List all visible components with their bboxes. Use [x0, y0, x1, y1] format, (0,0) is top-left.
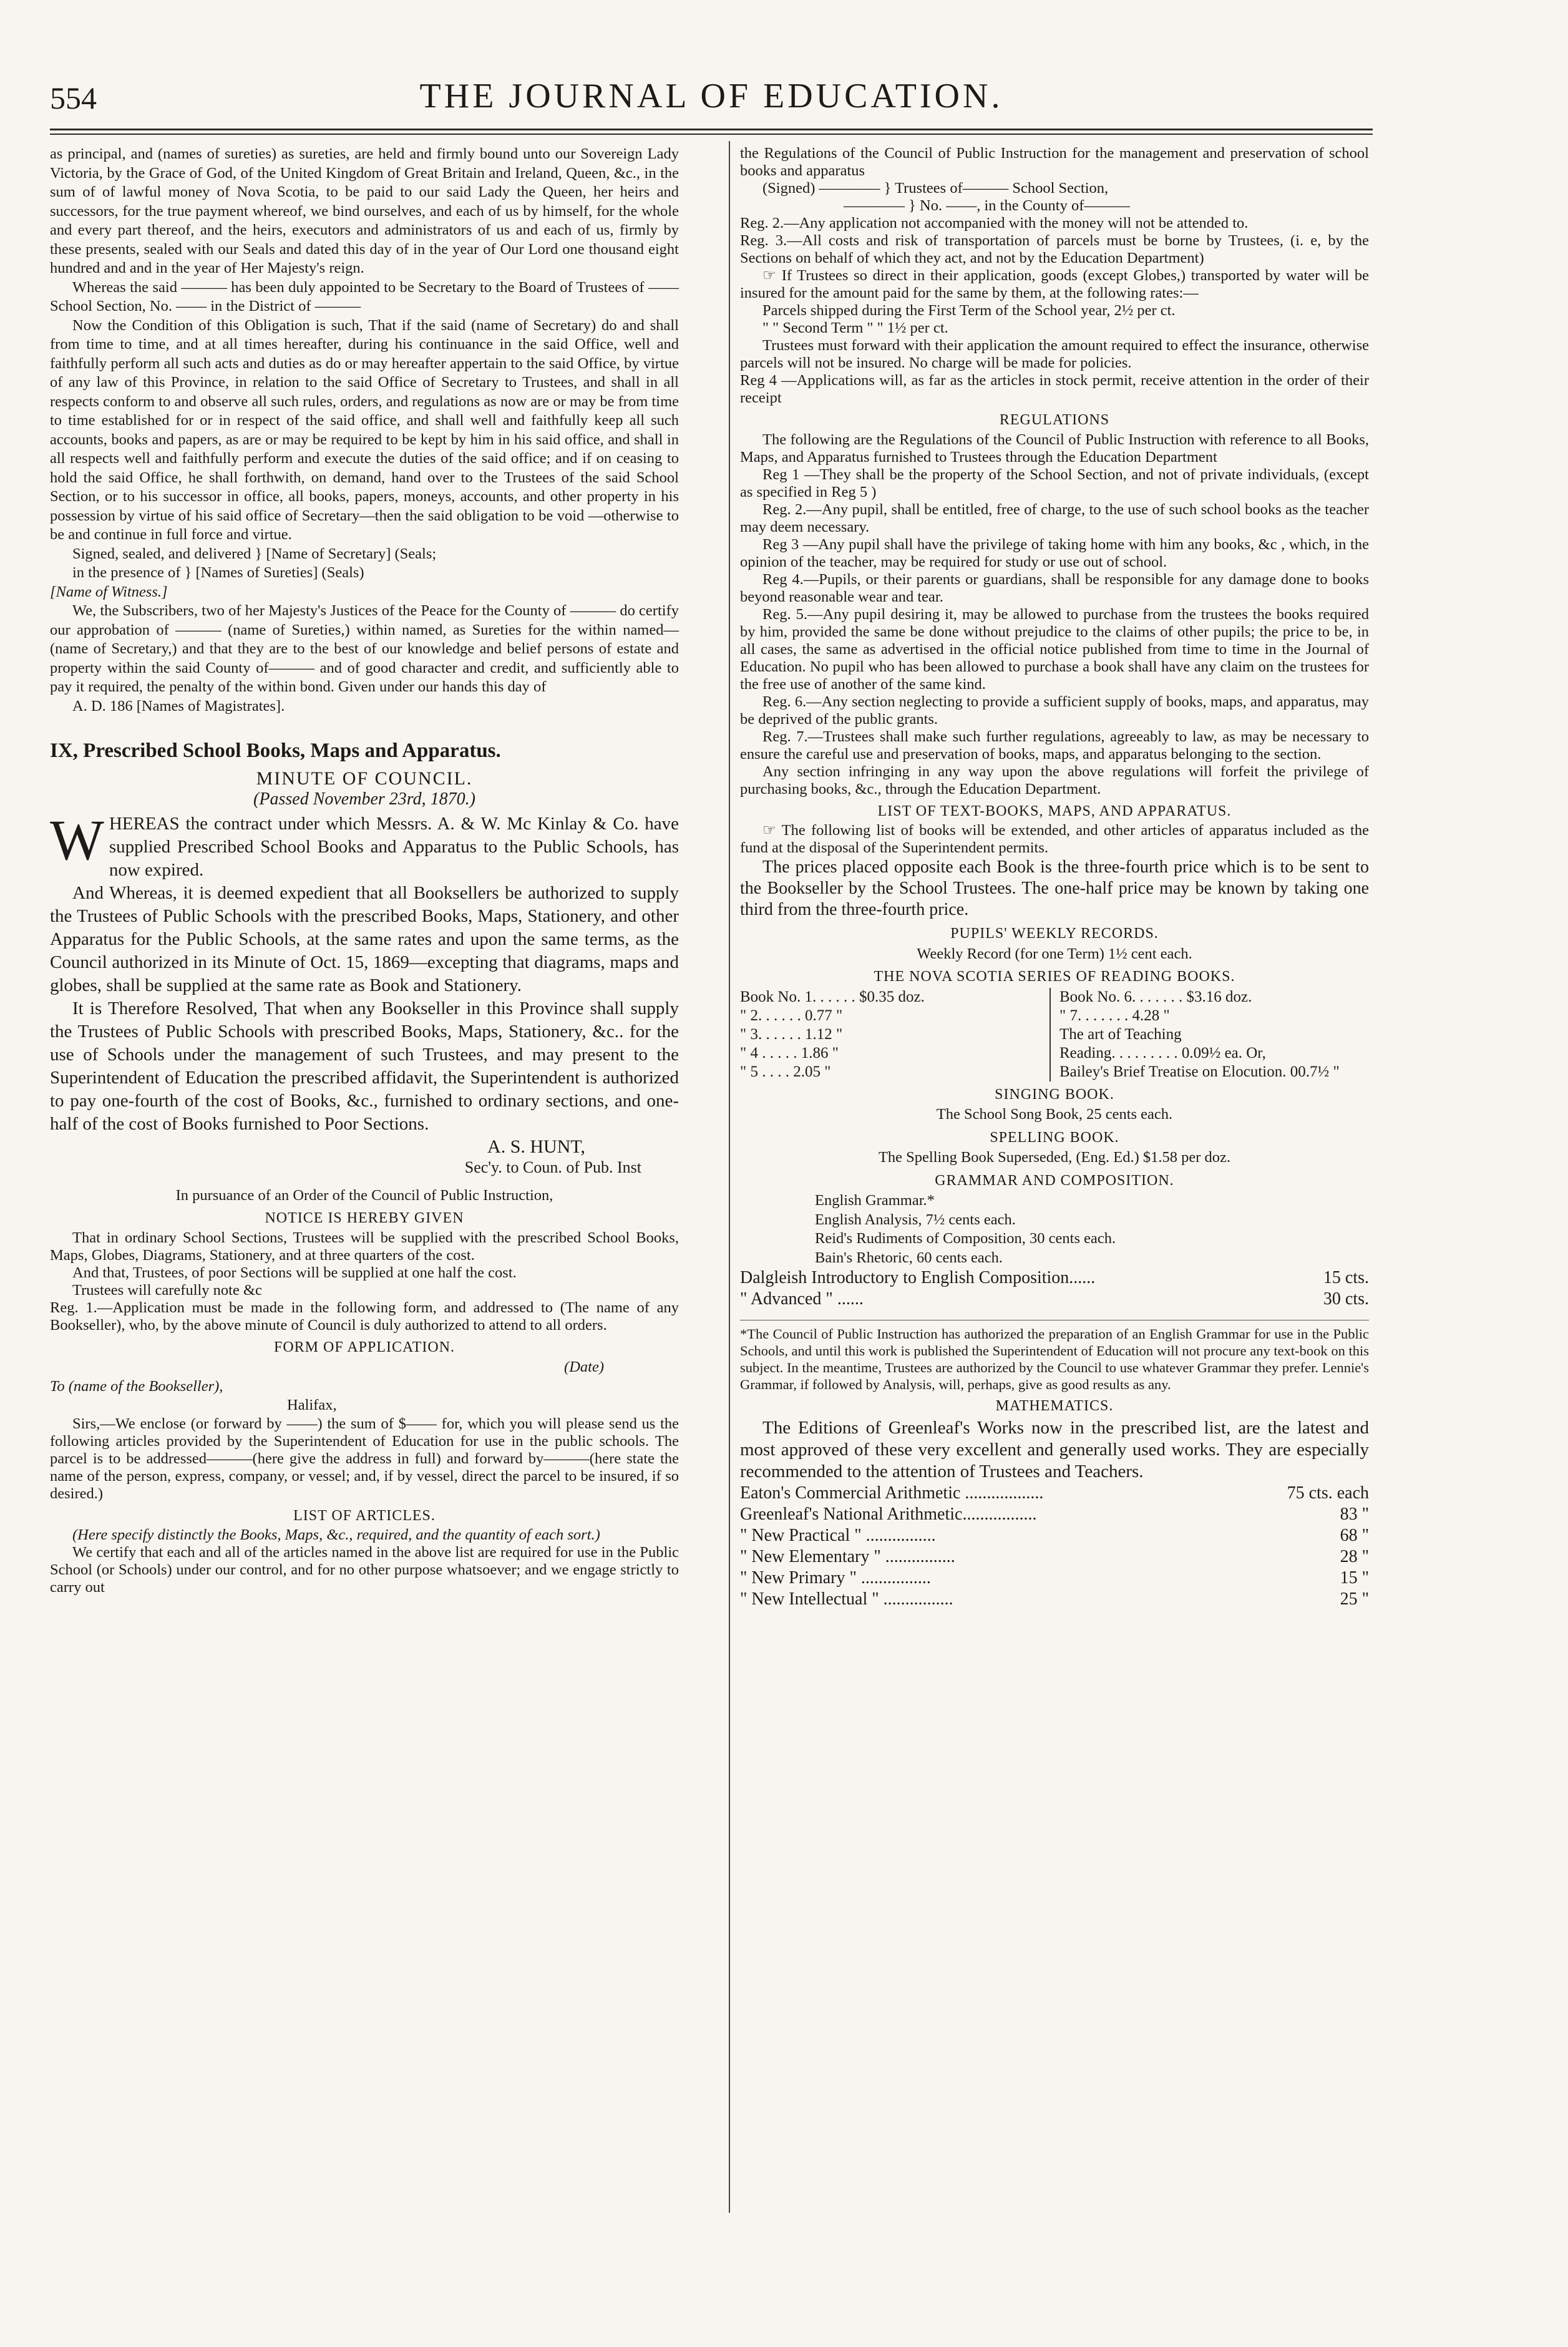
math-label: Eaton's Commercial Arithmetic ..................: [740, 1483, 1044, 1503]
notice-paragraph-1: That in ordinary School Sections, Trustees will be supplied with the prescribed School Books, Maps, Globes, Diagrams, Stationery, and at three quarters of the cost.: [50, 1229, 679, 1264]
grammar-item: Reid's Rudiments of Composition, 30 cents each.: [815, 1230, 1116, 1247]
signoff-name: A. S. HUNT,: [487, 1136, 585, 1157]
justices-paragraph: We, the Subscribers, two of her Majesty's Justices of the Peace for the County of ——— do certify our approbation of ——— (name of Sureties,) within named, as Sureties for the within named— (name of Secretary,) and that they are to the best of our knowledge and belief persons of estate and property within the said County of——— and of good character and credit, and sufficiently able to pay it required, the penalty of the within bond. Given under our hands this day of: [50, 602, 679, 695]
grammar-item: Bain's Rhetoric, 60 cents each.: [815, 1249, 1003, 1266]
form-date: (Date): [564, 1359, 604, 1375]
textbooks-list-intro: ☞ The following list of books will be extended, and other articles of apparatus included as the fund at the disposal of the Superintendent permits.: [740, 822, 1369, 856]
reg-4-applications: Reg 4 —Applications will, as far as the articles in stock permit, receive attention in the order of their receipt: [740, 372, 1369, 406]
dalgleish-row: [740, 1267, 1369, 1289]
grammar-footnote: *The Council of Public Instruction has authorized the preparation of an English Grammar for use in the Public Schools, and until this work is published the Superintendent of Education will not procure any text-book on this subject. In the meantime, Trustees are authorized by the Council to use whatever Grammar they prefer. Lennie's Grammar, if followed by Analysis, will, perhaps, give as good results as any.: [740, 1320, 1369, 1393]
mathematics-paragraph: The Editions of Greenleaf's Works now in the prescribed list, are the latest and most approved of these very excellent and generally used works. They are especially recommended to the attention of Trustees and Teachers.: [740, 1417, 1369, 1481]
pursuance-line: In pursuance of an Order of the Council of Public Instruction,: [175, 1186, 553, 1204]
notice-paragraph-2: And that, Trustees, of poor Sections will be supplied at one half the cost.: [72, 1264, 517, 1281]
math-label: " New Intellectual " ................: [740, 1589, 953, 1609]
signed-line-2: ———— } No. ——, in the County of———: [844, 197, 1130, 214]
date-line: A. D. 186 [Names of Magistrates].: [72, 697, 285, 715]
reader-entry: " 5 . . . . 2.05 ": [740, 1063, 831, 1080]
notice-heading: NOTICE IS HEREBY GIVEN: [265, 1210, 464, 1226]
and-whereas-paragraph: And Whereas, it is deemed expedient that all Booksellers be authorized to supply the Trustees of Public Schools with the prescribed Books, Maps, Stationery, and other Apparatus for the Public Schools, at the same rates and upon the same terms, as the Council authorized in its Minute of Oct. 15, 1869—excepting that diagrams, maps and globes, shall be supplied at the same rate as Book and Stationery.: [50, 883, 679, 995]
rate-second-term: " " Second Term " " 1½ per ct.: [762, 320, 948, 336]
singing-book-line: The School Song Book, 25 cents each.: [936, 1106, 1173, 1123]
regulation-3: Reg 3 —Any pupil shall have the privilege of taking home with him any books, &c , which, in the opinion of the teacher, may be required for study or use out of school.: [740, 535, 1369, 570]
regulations-heading: REGULATIONS: [999, 412, 1110, 428]
left-column: [50, 145, 679, 1596]
math-label: " New Elementary " ................: [740, 1546, 955, 1566]
regulation-4: Reg 4.—Pupils, or their parents or guardians, shall be responsible for any damage done to books beyond reasonable wear and tear.: [740, 570, 1369, 605]
math-row: [740, 1568, 1369, 1589]
reader-entry: Book No. 6. . . . . . . $3.16 doz.: [1059, 988, 1252, 1005]
passed-date: (Passed November 23rd, 1870.): [253, 789, 475, 809]
right-column: [740, 145, 1369, 1610]
regulation-5: Reg. 5.—Any pupil desiring it, may be allowed to purchase from the trustees the books required by him, provided the same be done without prejudice to the claims of other pupils; the price to be, in all cases, the same as advertised in the official notice published from time to time in the Journal of Education. No pupil who has been allowed to purchase a book shall have any claim on the trustees for the free use of another of the same kind.: [740, 605, 1369, 693]
math-row: [740, 1546, 1369, 1568]
signed-line-1: (Signed) ———— } Trustees of——— School Section,: [762, 180, 1109, 197]
math-label: Greenleaf's National Arithmetic.................: [740, 1504, 1037, 1524]
math-row: [740, 1525, 1369, 1546]
form-to: To (name of the Bookseller),: [50, 1377, 223, 1395]
insurance-note: Trustees must forward with their application the amount required to effect the insurance, otherwise parcels will not be insured. No charge will be made for policies.: [740, 337, 1369, 371]
reg-1-paragraph: Reg. 1.—Application must be made in the following form, and addressed to (The name of any Bookseller), who, by the above minute of Council is duly authorized to attend to all orders.: [50, 1299, 679, 1334]
regulation-1: Reg 1 —They shall be the property of the School Section, and not of private individuals, (except as specified in Reg 5 ): [740, 466, 1369, 500]
section-heading: IX, Prescribed School Books, Maps and Apparatus.: [50, 739, 501, 762]
math-row: [740, 1483, 1369, 1504]
textbooks-list-heading: LIST OF TEXT-BOOKS, MAPS, AND APPARATUS.: [877, 803, 1232, 819]
regulation-2: Reg. 2.—Any pupil, shall be entitled, free of charge, to the use of such school books as the teacher may deem necessary.: [740, 500, 1369, 535]
grammar-heading: GRAMMAR AND COMPOSITION.: [935, 1172, 1174, 1189]
math-row: [740, 1504, 1369, 1525]
column-divider: [729, 141, 730, 2213]
reader-entry: Book No. 1. . . . . . $0.35 doz.: [740, 988, 925, 1005]
drop-cap: W: [50, 808, 104, 872]
articles-instruction: (Here specify distinctly the Books, Maps, &c., required, and the quantity of each sort.): [72, 1526, 600, 1543]
reader-entry: The art of Teaching: [1059, 1025, 1182, 1043]
dalgleish-label: Dalgleish Introductory to English Composition......: [740, 1268, 1096, 1287]
math-price: 15 ": [1340, 1568, 1369, 1588]
math-label: " New Practical " ................: [740, 1525, 936, 1545]
dalgleish-price: 30 cts.: [1323, 1289, 1369, 1309]
header-rule: [50, 129, 1373, 130]
weekly-records-heading: PUPILS' WEEKLY RECORDS.: [950, 925, 1159, 942]
reading-books-right: [1049, 988, 1369, 1081]
signature-line-2: in the presence of } [Names of Sureties] (Seals): [72, 564, 364, 581]
form-body: Sirs,—We enclose (or forward by ——) the sum of $—— for, which you will please send us the following articles provided by the Superintendent of Education for use in the public schools. The parcel is to be addressed———(here give the address in full) and forward by———(here state the name of the person, express, company, or vessel; and, if by vessel, direct the parcel to be insured, if so desired.): [50, 1415, 679, 1502]
spelling-book-heading: SPELLING BOOK.: [990, 1129, 1119, 1146]
regulations-continuation: the Regulations of the Council of Public Instruction for the management and preservation of school books and apparatus: [740, 145, 1369, 179]
mathematics-heading: MATHEMATICS.: [995, 1398, 1114, 1414]
signoff-title: Sec'y. to Coun. of Pub. Inst: [464, 1158, 641, 1176]
bond-paragraph: as principal, and (names of sureties) as sureties, are held and firmly bound unto our Sovereign Lady Victoria, by the Grace of God, of the United Kingdom of Great Britain and Ireland, Queen, &c., in the sum of of lawful money of Nova Scotia, to be paid to our said Lady the Queen, her heirs and successors, for the true payment whereof, we bind ourselves, and each of us by himself, for the whole and every part thereof, and the heirs, executors and administrators of us and each of us, firmly by these presents, sealed with our Seals and dated this day of in the year of Our Lord one thousand eight hundred and and in the year of Her Majesty's reign.: [50, 145, 679, 276]
witness-line: [Name of Witness.]: [50, 583, 168, 600]
form-heading: FORM OF APPLICATION.: [273, 1339, 455, 1355]
condition-paragraph: Now the Condition of this Obligation is such, That if the said (name of Secretary) do and shall from time to time, and at all times hereafter, during his continuance in the said Office, well and faithfully perform all such acts and duties as do or may hereafter appertain to the said Office, by virtue of any law of this Province, in relation to the said Office of Secretary to Trustees, and shall in all respects conform to and observe all such rules, orders, and regulations as now are or may be from time to time established for or in respect of the said office, and shall well and faithfully keep all such accounts, books and papers, as are or may be required to be kept by him in his said office, and shall in all respects well and faithfully perform and execute the duties of the said office; and if on ceasing to hold the said Office, he shall forthwith, on demand, hand over to the Trustees of the said School Section, or to his successor in office, all books, papers, moneys, accounts, and other property in his possession by virtue of his said office of Secretary—then the said obligation to be void —otherwise to be and continue in full force and virtue.: [50, 316, 679, 543]
reader-entry: " 3. . . . . . 1.12 ": [740, 1025, 843, 1043]
reg-3-transport: Reg. 3.—All costs and risk of transportation of parcels must be borne by Trustees, (i. e, by the Sections on behalf of which they act, and not by the Education Department): [740, 232, 1369, 266]
certify-paragraph: We certify that each and all of the articles named in the above list are required for use in the Public School (or Schools) under our control, and for no other purpose whatsoever; and we engage strictly to carry out: [50, 1544, 679, 1596]
regulation-7: Reg. 7.—Trustees shall make such further regulations, agreeably to law, as may be necessary to ensure the careful use and preservation of books, maps, and apparatus belonging to the section.: [740, 728, 1369, 763]
water-insurance: ☞ If Trustees so direct in their application, goods (except Globes,) transported by water will be insured for the amount paid for the same by them, at the following rates:—: [740, 267, 1369, 301]
math-label: " New Primary " ................: [740, 1568, 931, 1588]
reader-entry: Reading. . . . . . . . . 0.09½ ea. Or,: [1059, 1044, 1266, 1061]
dalgleish-row: [740, 1289, 1369, 1310]
reader-entry: " 4 . . . . . 1.86 ": [740, 1044, 839, 1061]
singing-book-heading: SINGING BOOK.: [995, 1086, 1114, 1103]
page-header: [50, 74, 1373, 124]
signature-line-1: Signed, sealed, and delivered } [Name of Secretary] (Seals;: [72, 545, 437, 562]
math-price: 25 ": [1340, 1589, 1369, 1609]
dalgleish-price: 15 cts.: [1323, 1268, 1369, 1287]
reader-entry: " 2. . . . . . 0.77 ": [740, 1007, 843, 1024]
regulation-forfeit: Any section infringing in any way upon the above regulations will forfeit the privilege of purchasing books, &c., through the Education Department.: [740, 763, 1369, 798]
dalgleish-label: " Advanced " ......: [740, 1289, 864, 1309]
math-price: 83 ": [1340, 1504, 1369, 1524]
resolved-paragraph: It is Therefore Resolved, That when any Bookseller in this Province shall supply the Trustees of Public Schools with prescribed Books, Maps, Stationery, &c.. for the use of Schools under the management of such Trustees, and may present to the Superintendent of Education the prescribed affidavit, the Superintendent is authorized to pay one-fourth of the cost of Books, &c., furnished to ordinary sections, and one-half of the cost of Books furnished to Poor Sections.: [50, 998, 679, 1134]
minute-lead-text: HEREAS the contract under which Messrs. A. & W. Mc Kinlay & Co. have supplied Prescribed School Books and Apparatus to the Public Schools, has now expired.: [109, 814, 679, 880]
journal-title: THE JOURNAL OF EDUCATION.: [419, 77, 1003, 115]
reg-2-application: Reg. 2.—Any application not accompanied with the money will not be attended to.: [740, 215, 1249, 232]
weekly-records-line: Weekly Record (for one Term) 1½ cent each.: [917, 945, 1192, 962]
math-row: [740, 1589, 1369, 1610]
notice-paragraph-3: Trustees will carefully note &c: [72, 1281, 262, 1299]
grammar-item: English Grammar.*: [815, 1192, 935, 1209]
page-number: 554: [50, 81, 97, 115]
reading-books-table: [740, 988, 1369, 1081]
reading-books-left: [740, 988, 1049, 1081]
rate-first-term: Parcels shipped during the First Term of the School year, 2½ per ct.: [762, 302, 1176, 319]
header-rule-thin: [50, 134, 1373, 135]
whereas-paragraph: Whereas the said ——— has been duly appointed to be Secretary to the Board of Trustees of —— School Section, No. —— in the District of ———: [50, 278, 679, 315]
minute-heading: MINUTE OF COUNCIL.: [256, 768, 473, 789]
math-price: 68 ": [1340, 1525, 1369, 1545]
minute-lead-paragraph: [50, 808, 679, 882]
reading-series-heading: THE NOVA SCOTIA SERIES OF READING BOOKS.: [874, 969, 1235, 985]
reader-entry: Bailey's Brief Treatise on Elocution. 00.7½ ": [1059, 1063, 1340, 1080]
reader-entry: " 7. . . . . . . 4.28 ": [1059, 1007, 1170, 1024]
regulations-intro: The following are the Regulations of the Council of Public Instruction with reference to all Books, Maps, and Apparatus furnished to Trustees through the Education Department: [740, 431, 1369, 466]
prices-paragraph: The prices placed opposite each Book is the three-fourth price which is to be sent to the Bookseller by the School Trustees. The one-half price may be known by taking one third from the three-fourth price.: [740, 857, 1369, 919]
grammar-item: English Analysis, 7½ cents each.: [815, 1211, 1016, 1228]
math-price: 75 cts. each: [1287, 1483, 1369, 1503]
spelling-book-line: The Spelling Book Superseded, (Eng. Ed.) $1.58 per doz.: [878, 1149, 1231, 1166]
form-halifax: Halifax,: [287, 1397, 337, 1413]
regulation-6: Reg. 6.—Any section neglecting to provide a sufficient supply of books, maps, and apparatus, may be deprived of the public grants.: [740, 693, 1369, 728]
math-price: 28 ": [1340, 1546, 1369, 1566]
list-of-articles-heading: LIST OF ARTICLES.: [293, 1507, 436, 1524]
